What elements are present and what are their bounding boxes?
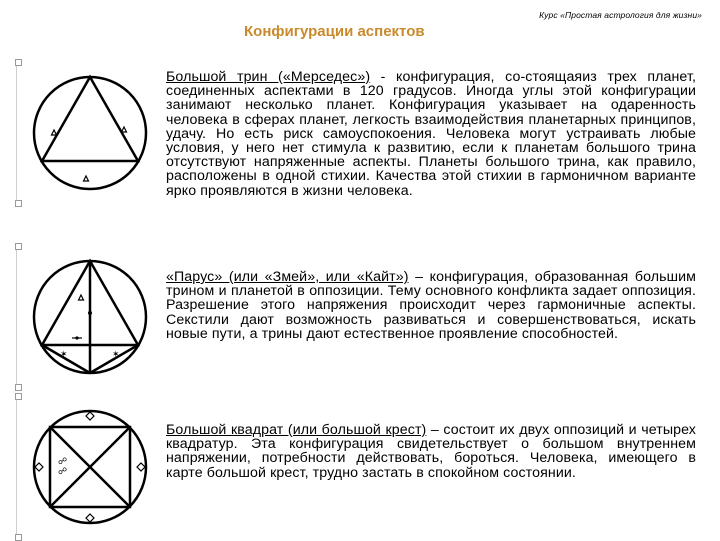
grand-trine-body: - конфигурация, со-стоящаяиз трех планет, соединенных аспектами в 120 градусов. Иногда углы этой конфигурации занимают несколько планет. Конфигурация указывает на одаренность человека в сферах планет, легкость взаимодействия планетарных принципов, удачу. Но есть риск самоуспокоения. Человека могут устраивать любые условия, у него нет стимула к развитию, если к планетам большого трина отсутствуют напряженные аспекты. Планеты большого трина, как правило, расположены в одной стихии. Качества этой стихии в гармоничном варианте ярко проявляются в жизни человека. bbox=[166, 69, 697, 199]
grand-cross-text bbox=[166, 423, 696, 480]
svg-text:✶: ✶ bbox=[112, 350, 120, 360]
svg-text:☍: ☍ bbox=[58, 467, 68, 477]
grand-cross-panel bbox=[16, 396, 163, 538]
grand-cross-diagram bbox=[23, 400, 157, 534]
course-label: Курс «Простая астрология для жизни» bbox=[539, 10, 702, 20]
page-title: Конфигурации аспектов bbox=[244, 23, 425, 40]
grand-cross-body: – состоит их двух оппозиций и четырех квадратур. Эта конфигурация свидетельствует о большом внутреннем напряжении, потребности действовать, бороться. Человека, имеющего в карте большой крест, трудно застать в спокойном состоянии. bbox=[166, 422, 696, 481]
grand-trine-heading: Большой трин («Мерседес») bbox=[166, 69, 371, 85]
svg-text:☍: ☍ bbox=[58, 457, 68, 467]
kite-body: – конфигурация, образованная большим трином и планетой в оппозиции. Тему основного конфликта задает оппозиция. Разрешение этого напряжения происходит через гармоничные аспекты. Секстили дают возможность развиваться и совершенствоваться, искать новые пути, а трины дают естественное проявление способностей. bbox=[166, 269, 696, 342]
grand-trine-panel bbox=[16, 62, 163, 204]
kite-diagram bbox=[23, 250, 157, 384]
grand-trine-text bbox=[166, 70, 696, 198]
kite-panel bbox=[16, 246, 163, 388]
svg-text:✶: ✶ bbox=[60, 350, 68, 360]
grand-cross-heading: Большой квадрат (или большой крест) bbox=[166, 422, 427, 438]
grand-trine-diagram bbox=[23, 66, 157, 200]
kite-heading: «Парус» (или «Змей», или «Кайт») bbox=[166, 269, 409, 285]
kite-text bbox=[166, 270, 696, 341]
